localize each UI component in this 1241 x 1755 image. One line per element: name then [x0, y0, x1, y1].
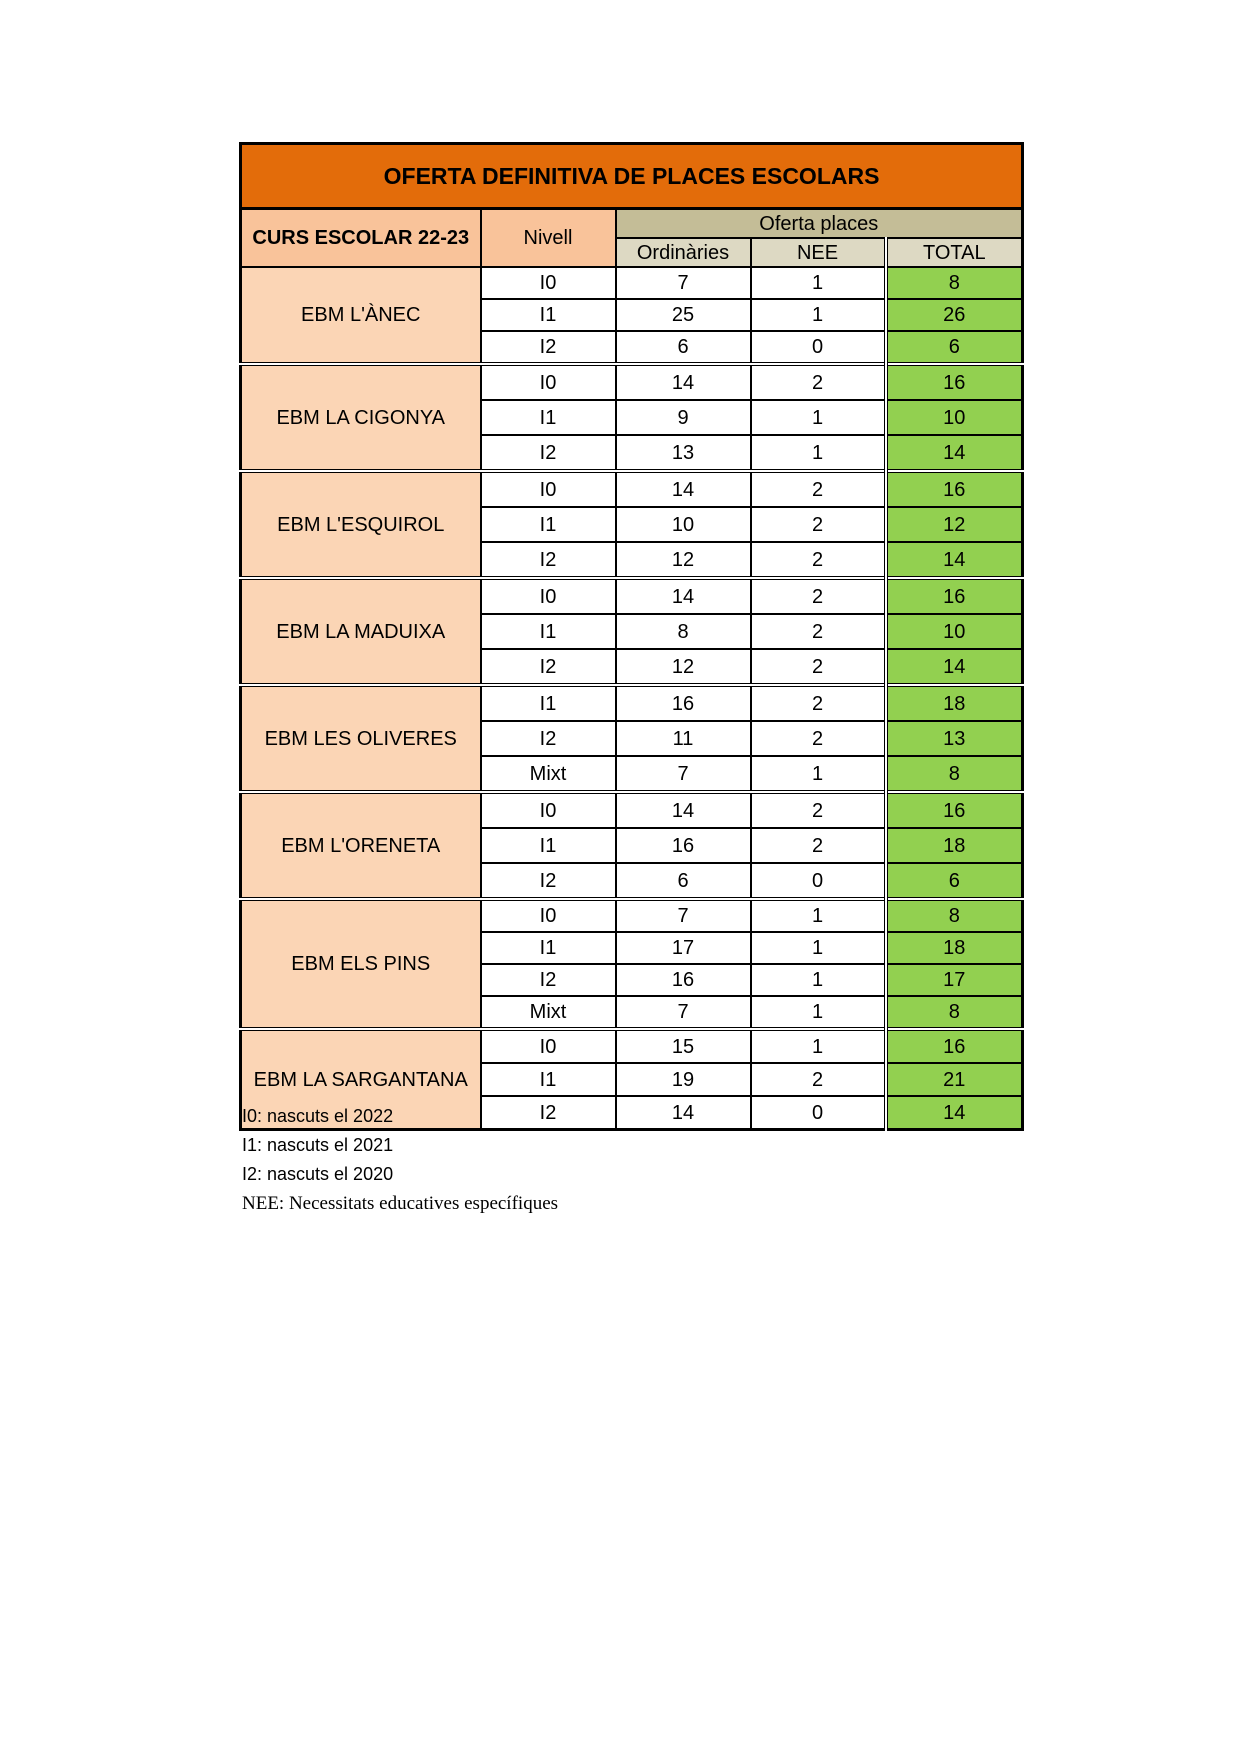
total-cell: 16 — [886, 792, 1023, 828]
level-cell: Mixt — [481, 756, 616, 792]
offer-header: Oferta places — [616, 209, 1023, 239]
table-row — [241, 685, 1023, 721]
nee-cell: 2 — [751, 614, 886, 649]
level-cell: I1 — [481, 1063, 616, 1096]
nee-cell: 1 — [751, 756, 886, 792]
level-cell: I0 — [481, 267, 616, 299]
table-row — [241, 792, 1023, 828]
nee-cell: 2 — [751, 685, 886, 721]
ordinary-cell: 16 — [616, 964, 751, 996]
level-cell: I0 — [481, 792, 616, 828]
nee-cell: 2 — [751, 507, 886, 542]
ordinary-cell: 11 — [616, 721, 751, 756]
nee-cell: 2 — [751, 792, 886, 828]
nee-cell: 1 — [751, 400, 886, 435]
total-cell: 18 — [886, 828, 1023, 863]
total-cell: 16 — [886, 471, 1023, 507]
total-cell: 10 — [886, 614, 1023, 649]
ordinary-cell: 7 — [616, 996, 751, 1029]
school-name: EBM LA MADUIXA — [241, 578, 481, 685]
nee-cell: 0 — [751, 1096, 886, 1130]
ordinary-cell: 12 — [616, 649, 751, 685]
level-cell: I2 — [481, 863, 616, 899]
total-header: TOTAL — [886, 238, 1023, 267]
table-row — [241, 899, 1023, 932]
ordinary-cell: 14 — [616, 471, 751, 507]
level-cell: I0 — [481, 471, 616, 507]
level-cell: I2 — [481, 964, 616, 996]
ordinary-cell: 12 — [616, 542, 751, 578]
nee-cell: 1 — [751, 267, 886, 299]
level-cell: I0 — [481, 578, 616, 614]
school-name: EBM L'ÀNEC — [241, 267, 481, 364]
level-cell: I1 — [481, 614, 616, 649]
places-table — [239, 142, 1024, 1131]
legend-i1: I1: nascuts el 2021 — [242, 1135, 394, 1155]
nee-cell: 0 — [751, 863, 886, 899]
level-cell: I2 — [481, 649, 616, 685]
nee-cell: 1 — [751, 932, 886, 964]
total-cell: 17 — [886, 964, 1023, 996]
nee-cell: 1 — [751, 299, 886, 331]
nee-cell: 2 — [751, 828, 886, 863]
total-cell: 8 — [886, 267, 1023, 299]
level-cell: I2 — [481, 331, 616, 364]
total-cell: 6 — [886, 863, 1023, 899]
total-cell: 13 — [886, 721, 1023, 756]
school-name: EBM LES OLIVERES — [241, 685, 481, 792]
level-cell: I1 — [481, 400, 616, 435]
total-cell: 8 — [886, 996, 1023, 1029]
level-cell: I1 — [481, 685, 616, 721]
total-cell: 14 — [886, 542, 1023, 578]
total-cell: 10 — [886, 400, 1023, 435]
nee-cell: 2 — [751, 578, 886, 614]
total-cell: 14 — [886, 649, 1023, 685]
total-cell: 12 — [886, 507, 1023, 542]
level-cell: I0 — [481, 1029, 616, 1063]
total-cell: 18 — [886, 932, 1023, 964]
total-cell: 14 — [886, 1096, 1023, 1130]
level-header: Nivell — [481, 209, 616, 268]
table-row — [241, 267, 1023, 299]
ordinary-cell: 7 — [616, 756, 751, 792]
total-cell: 16 — [886, 364, 1023, 400]
nee-cell: 1 — [751, 435, 886, 471]
level-cell: Mixt — [481, 996, 616, 1029]
level-cell: I1 — [481, 299, 616, 331]
table-row — [241, 1029, 1023, 1063]
legend-i2: I2: nascuts el 2020 — [242, 1164, 394, 1184]
ordinary-cell: 7 — [616, 267, 751, 299]
total-cell: 8 — [886, 899, 1023, 932]
total-cell: 14 — [886, 435, 1023, 471]
nee-cell: 1 — [751, 899, 886, 932]
legend-nee: NEE: Necessitats educatives específiques — [242, 1193, 559, 1214]
level-cell: I1 — [481, 932, 616, 964]
level-cell: I2 — [481, 721, 616, 756]
ordinary-cell: 14 — [616, 364, 751, 400]
total-cell: 21 — [886, 1063, 1023, 1096]
ordinary-cell: 16 — [616, 685, 751, 721]
ordinary-cell: 17 — [616, 932, 751, 964]
total-cell: 16 — [886, 578, 1023, 614]
total-cell: 16 — [886, 1029, 1023, 1063]
ordinary-header: Ordinàries — [616, 238, 751, 267]
table-row — [241, 471, 1023, 507]
total-cell: 26 — [886, 299, 1023, 331]
ordinary-cell: 15 — [616, 1029, 751, 1063]
ordinary-cell: 10 — [616, 507, 751, 542]
level-cell: I1 — [481, 828, 616, 863]
total-cell: 18 — [886, 685, 1023, 721]
ordinary-cell: 16 — [616, 828, 751, 863]
school-name: EBM LA CIGONYA — [241, 364, 481, 471]
ordinary-cell: 7 — [616, 899, 751, 932]
level-cell: I0 — [481, 364, 616, 400]
ordinary-cell: 14 — [616, 792, 751, 828]
level-cell: I1 — [481, 507, 616, 542]
total-cell: 6 — [886, 331, 1023, 364]
nee-cell: 1 — [751, 1029, 886, 1063]
ordinary-cell: 8 — [616, 614, 751, 649]
table-row — [241, 364, 1023, 400]
school-name: EBM LA SARGANTANA — [241, 1029, 481, 1130]
course-header: CURS ESCOLAR 22-23 — [241, 209, 481, 268]
nee-header: NEE — [751, 238, 886, 267]
nee-cell: 1 — [751, 964, 886, 996]
ordinary-cell: 25 — [616, 299, 751, 331]
legend-i0: I0: nascuts el 2022 — [242, 1106, 394, 1126]
table-title: OFERTA DEFINITIVA DE PLACES ESCOLARS — [241, 144, 1023, 209]
ordinary-cell: 6 — [616, 863, 751, 899]
ordinary-cell: 19 — [616, 1063, 751, 1096]
nee-cell: 2 — [751, 364, 886, 400]
level-cell: I2 — [481, 1096, 616, 1130]
nee-cell: 1 — [751, 996, 886, 1029]
level-cell: I2 — [481, 542, 616, 578]
total-cell: 8 — [886, 756, 1023, 792]
level-cell: I0 — [481, 899, 616, 932]
school-name: EBM L'ESQUIROL — [241, 471, 481, 578]
table-row — [241, 578, 1023, 614]
nee-cell: 2 — [751, 471, 886, 507]
legend — [242, 1102, 558, 1218]
nee-cell: 0 — [751, 331, 886, 364]
nee-cell: 2 — [751, 721, 886, 756]
nee-cell: 2 — [751, 1063, 886, 1096]
school-name: EBM ELS PINS — [241, 899, 481, 1029]
table-body — [241, 267, 1023, 1130]
ordinary-cell: 13 — [616, 435, 751, 471]
level-cell: I2 — [481, 435, 616, 471]
nee-cell: 2 — [751, 542, 886, 578]
nee-cell: 2 — [751, 649, 886, 685]
ordinary-cell: 6 — [616, 331, 751, 364]
ordinary-cell: 14 — [616, 1096, 751, 1130]
school-name: EBM L'ORENETA — [241, 792, 481, 899]
ordinary-cell: 14 — [616, 578, 751, 614]
ordinary-cell: 9 — [616, 400, 751, 435]
